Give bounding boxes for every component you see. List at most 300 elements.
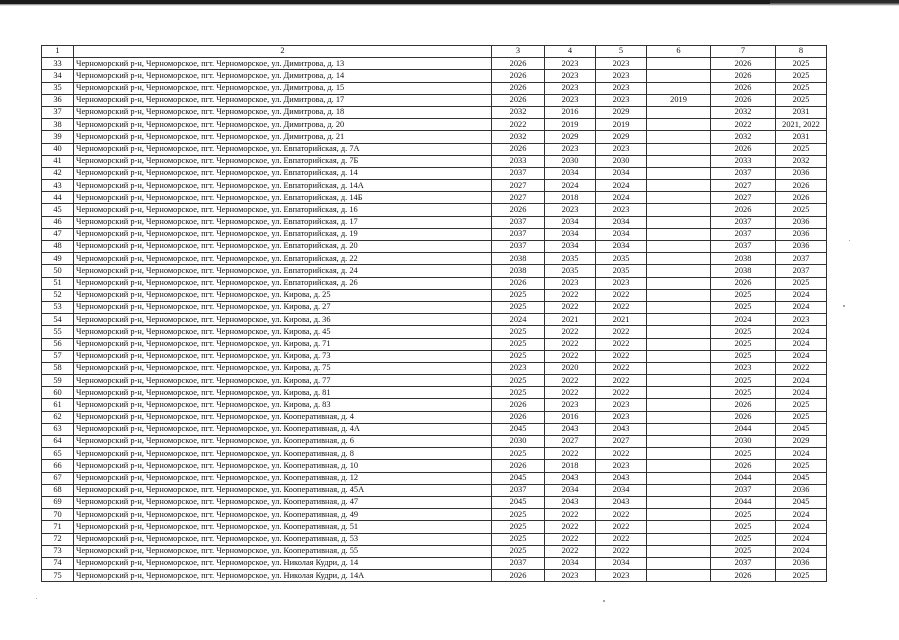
year-cell: 2025 bbox=[711, 350, 776, 362]
year-cell: 2022 bbox=[596, 326, 647, 338]
address-cell: Черноморский р-н, Черноморское, пгт. Черноморское, ул. Димитрова, д. 18 bbox=[74, 106, 492, 118]
year-cell: 2026 bbox=[711, 82, 776, 94]
year-cell: 2024 bbox=[596, 180, 647, 192]
table-row bbox=[42, 253, 827, 265]
year-cell: 2037 bbox=[492, 484, 545, 496]
year-cell bbox=[647, 106, 711, 118]
year-cell: 2024 bbox=[776, 533, 827, 545]
year-cell: 2026 bbox=[711, 570, 776, 582]
year-cell: 2029 bbox=[776, 436, 827, 448]
year-cell: 2033 bbox=[492, 155, 545, 167]
address-cell: Черноморский р-н, Черноморское, пгт. Черноморское, ул. Димитрова, д. 20 bbox=[74, 119, 492, 131]
table-row bbox=[42, 423, 827, 435]
address-cell: Черноморский р-н, Черноморское, пгт. Черноморское, ул. Кирова, д. 25 bbox=[74, 289, 492, 301]
year-cell: 2036 bbox=[776, 216, 827, 228]
year-cell: 2024 bbox=[492, 314, 545, 326]
year-cell: 2023 bbox=[545, 82, 596, 94]
year-cell bbox=[647, 277, 711, 289]
table-row bbox=[42, 521, 827, 533]
year-cell: 2022 bbox=[545, 326, 596, 338]
year-cell: 2024 bbox=[776, 350, 827, 362]
table-body bbox=[42, 46, 827, 582]
year-cell: 2023 bbox=[545, 204, 596, 216]
year-cell: 2025 bbox=[492, 387, 545, 399]
address-cell: Черноморский р-н, Черноморское, пгт. Черноморское, ул. Кирова, д. 27 bbox=[74, 301, 492, 313]
year-cell: 2025 bbox=[776, 399, 827, 411]
year-cell: 2024 bbox=[776, 387, 827, 399]
year-cell: 2029 bbox=[596, 131, 647, 143]
year-cell: 2022 bbox=[545, 350, 596, 362]
table-row bbox=[42, 533, 827, 545]
year-cell: 2044 bbox=[711, 472, 776, 484]
year-cell: 2036 bbox=[776, 557, 827, 569]
year-cell: 2029 bbox=[596, 106, 647, 118]
year-cell: 2026 bbox=[711, 204, 776, 216]
header-cell: 2 bbox=[74, 46, 492, 58]
year-cell bbox=[647, 155, 711, 167]
year-cell: 2031 bbox=[776, 106, 827, 118]
row-number-cell: 46 bbox=[42, 216, 74, 228]
year-cell: 2027 bbox=[711, 180, 776, 192]
year-cell: 2022 bbox=[545, 509, 596, 521]
year-cell: 2038 bbox=[492, 253, 545, 265]
row-number-cell: 44 bbox=[42, 192, 74, 204]
year-cell: 2023 bbox=[492, 362, 545, 374]
header-cell: 5 bbox=[596, 46, 647, 58]
table-row bbox=[42, 570, 827, 582]
year-cell: 2025 bbox=[711, 326, 776, 338]
year-cell bbox=[647, 557, 711, 569]
year-cell: 2023 bbox=[596, 204, 647, 216]
year-cell: 2022 bbox=[545, 533, 596, 545]
table-row bbox=[42, 167, 827, 179]
scan-speck bbox=[36, 598, 37, 599]
year-cell: 2023 bbox=[596, 570, 647, 582]
year-cell: 2034 bbox=[545, 216, 596, 228]
year-cell bbox=[647, 216, 711, 228]
year-cell: 2022 bbox=[545, 387, 596, 399]
address-cell: Черноморский р-н, Черноморское, пгт. Черноморское, ул. Евпаторийская, д. 14А bbox=[74, 180, 492, 192]
year-cell: 2030 bbox=[545, 155, 596, 167]
year-cell: 2034 bbox=[596, 167, 647, 179]
table-row bbox=[42, 277, 827, 289]
address-cell: Черноморский р-н, Черноморское, пгт. Черноморское, ул. Кирова, д. 83 bbox=[74, 399, 492, 411]
year-cell: 2026 bbox=[711, 277, 776, 289]
year-cell: 2026 bbox=[492, 94, 545, 106]
year-cell: 2045 bbox=[492, 472, 545, 484]
year-cell: 2023 bbox=[545, 70, 596, 82]
table-row bbox=[42, 509, 827, 521]
year-cell: 2025 bbox=[776, 460, 827, 472]
year-cell: 2025 bbox=[711, 509, 776, 521]
year-cell bbox=[647, 204, 711, 216]
row-number-cell: 42 bbox=[42, 167, 74, 179]
year-cell: 2025 bbox=[711, 301, 776, 313]
year-cell: 2025 bbox=[711, 533, 776, 545]
year-cell: 2043 bbox=[596, 496, 647, 508]
row-number-cell: 71 bbox=[42, 521, 74, 533]
row-number-cell: 55 bbox=[42, 326, 74, 338]
year-cell: 2022 bbox=[596, 545, 647, 557]
year-cell: 2019 bbox=[647, 94, 711, 106]
year-cell: 2023 bbox=[596, 411, 647, 423]
year-cell: 2034 bbox=[596, 241, 647, 253]
year-cell: 2016 bbox=[545, 106, 596, 118]
year-cell: 2037 bbox=[492, 216, 545, 228]
year-cell: 2024 bbox=[545, 180, 596, 192]
address-cell: Черноморский р-н, Черноморское, пгт. Черноморское, ул. Николая Кудри, д. 14 bbox=[74, 557, 492, 569]
year-cell: 2037 bbox=[711, 228, 776, 240]
year-cell: 2022 bbox=[545, 545, 596, 557]
year-cell: 2025 bbox=[492, 301, 545, 313]
year-cell: 2026 bbox=[492, 204, 545, 216]
year-cell: 2037 bbox=[711, 484, 776, 496]
row-number-cell: 35 bbox=[42, 82, 74, 94]
year-cell bbox=[647, 472, 711, 484]
year-cell: 2026 bbox=[776, 192, 827, 204]
table-row bbox=[42, 119, 827, 131]
table-row bbox=[42, 180, 827, 192]
table-row bbox=[42, 192, 827, 204]
table-row bbox=[42, 265, 827, 277]
year-cell: 2024 bbox=[776, 326, 827, 338]
year-cell: 2034 bbox=[596, 228, 647, 240]
table-row bbox=[42, 387, 827, 399]
year-cell: 2023 bbox=[545, 570, 596, 582]
year-cell: 2021 bbox=[596, 314, 647, 326]
year-cell: 2023 bbox=[776, 314, 827, 326]
table-row bbox=[42, 448, 827, 460]
year-cell: 2024 bbox=[776, 301, 827, 313]
address-cell: Черноморский р-н, Черноморское, пгт. Черноморское, ул. Евпаторийская, д. 19 bbox=[74, 228, 492, 240]
year-cell: 2027 bbox=[545, 436, 596, 448]
row-number-cell: 66 bbox=[42, 460, 74, 472]
year-cell: 2022 bbox=[596, 387, 647, 399]
year-cell: 2022 bbox=[596, 533, 647, 545]
year-cell: 2025 bbox=[776, 58, 827, 70]
year-cell: 2023 bbox=[596, 399, 647, 411]
year-cell: 2022 bbox=[545, 289, 596, 301]
year-cell: 2023 bbox=[545, 143, 596, 155]
year-cell: 2025 bbox=[492, 326, 545, 338]
table-row bbox=[42, 326, 827, 338]
year-cell: 2022 bbox=[596, 362, 647, 374]
year-cell: 2026 bbox=[711, 94, 776, 106]
year-cell bbox=[647, 301, 711, 313]
row-number-cell: 75 bbox=[42, 570, 74, 582]
year-cell: 2020 bbox=[545, 362, 596, 374]
year-cell: 2022 bbox=[596, 350, 647, 362]
year-cell bbox=[647, 228, 711, 240]
table-row bbox=[42, 94, 827, 106]
table-row bbox=[42, 545, 827, 557]
year-cell: 2033 bbox=[711, 155, 776, 167]
year-cell bbox=[647, 399, 711, 411]
address-cell: Черноморский р-н, Черноморское, пгт. Черноморское, ул. Евпаторийская, д. 20 bbox=[74, 241, 492, 253]
year-cell: 2023 bbox=[596, 277, 647, 289]
year-cell bbox=[647, 82, 711, 94]
year-cell: 2037 bbox=[711, 167, 776, 179]
year-cell: 2037 bbox=[711, 557, 776, 569]
table-row bbox=[42, 338, 827, 350]
year-cell bbox=[647, 484, 711, 496]
year-cell: 2026 bbox=[711, 460, 776, 472]
year-cell: 2029 bbox=[545, 131, 596, 143]
year-cell: 2026 bbox=[492, 460, 545, 472]
year-cell: 2032 bbox=[711, 131, 776, 143]
year-cell: 2027 bbox=[492, 180, 545, 192]
row-number-cell: 69 bbox=[42, 496, 74, 508]
address-cell: Черноморский р-н, Черноморское, пгт. Черноморское, ул. Кирова, д. 73 bbox=[74, 350, 492, 362]
row-number-cell: 56 bbox=[42, 338, 74, 350]
table-row bbox=[42, 399, 827, 411]
row-number-cell: 48 bbox=[42, 241, 74, 253]
scan-speck bbox=[603, 600, 605, 602]
year-cell bbox=[647, 570, 711, 582]
year-cell bbox=[647, 338, 711, 350]
address-cell: Черноморский р-н, Черноморское, пгт. Черноморское, ул. Евпаторийская, д. 16 bbox=[74, 204, 492, 216]
address-cell: Черноморский р-н, Черноморское, пгт. Черноморское, ул. Николая Кудри, д. 14А bbox=[74, 570, 492, 582]
address-cell: Черноморский р-н, Черноморское, пгт. Черноморское, ул. Евпаторийская, д. 26 bbox=[74, 277, 492, 289]
row-number-cell: 61 bbox=[42, 399, 74, 411]
year-cell: 2022 bbox=[492, 119, 545, 131]
year-cell: 2025 bbox=[711, 521, 776, 533]
year-cell: 2032 bbox=[492, 131, 545, 143]
year-cell: 2044 bbox=[711, 423, 776, 435]
address-cell: Черноморский р-н, Черноморское, пгт. Черноморское, ул. Кооперативная, д. 47 bbox=[74, 496, 492, 508]
table-row bbox=[42, 436, 827, 448]
table-header-row bbox=[42, 46, 827, 58]
year-cell: 2025 bbox=[711, 387, 776, 399]
address-cell: Черноморский р-н, Черноморское, пгт. Черноморское, ул. Кирова, д. 81 bbox=[74, 387, 492, 399]
year-cell: 2026 bbox=[711, 411, 776, 423]
address-cell: Черноморский р-н, Черноморское, пгт. Черноморское, ул. Кирова, д. 77 bbox=[74, 375, 492, 387]
address-cell: Черноморский р-н, Черноморское, пгт. Черноморское, ул. Евпаторийская, д. 7Б bbox=[74, 155, 492, 167]
year-cell: 2026 bbox=[711, 399, 776, 411]
year-cell: 2023 bbox=[545, 277, 596, 289]
header-cell: 8 bbox=[776, 46, 827, 58]
year-cell: 2022 bbox=[596, 338, 647, 350]
year-cell bbox=[647, 326, 711, 338]
row-number-cell: 68 bbox=[42, 484, 74, 496]
year-cell: 2022 bbox=[776, 362, 827, 374]
year-cell bbox=[647, 265, 711, 277]
year-cell: 2019 bbox=[545, 119, 596, 131]
address-cell: Черноморский р-н, Черноморское, пгт. Черноморское, ул. Димитрова, д. 21 bbox=[74, 131, 492, 143]
table-row bbox=[42, 131, 827, 143]
row-number-cell: 57 bbox=[42, 350, 74, 362]
year-cell: 2032 bbox=[776, 155, 827, 167]
year-cell: 2035 bbox=[596, 253, 647, 265]
row-number-cell: 54 bbox=[42, 314, 74, 326]
address-cell: Черноморский р-н, Черноморское, пгт. Черноморское, ул. Кооперативная, д. 6 bbox=[74, 436, 492, 448]
year-cell: 2025 bbox=[492, 521, 545, 533]
year-cell: 2022 bbox=[545, 375, 596, 387]
year-cell bbox=[647, 533, 711, 545]
table-row bbox=[42, 143, 827, 155]
row-number-cell: 52 bbox=[42, 289, 74, 301]
year-cell: 2037 bbox=[492, 167, 545, 179]
year-cell: 2023 bbox=[545, 58, 596, 70]
row-number-cell: 50 bbox=[42, 265, 74, 277]
row-number-cell: 65 bbox=[42, 448, 74, 460]
row-number-cell: 73 bbox=[42, 545, 74, 557]
year-cell: 2022 bbox=[545, 301, 596, 313]
year-cell: 2025 bbox=[776, 82, 827, 94]
table-row bbox=[42, 460, 827, 472]
year-cell: 2032 bbox=[492, 106, 545, 118]
table-row bbox=[42, 155, 827, 167]
address-cell: Черноморский р-н, Черноморское, пгт. Черноморское, ул. Димитрова, д. 13 bbox=[74, 58, 492, 70]
header-cell: 6 bbox=[647, 46, 711, 58]
year-cell: 2022 bbox=[711, 119, 776, 131]
table-row bbox=[42, 216, 827, 228]
address-cell: Черноморский р-н, Черноморское, пгт. Черноморское, ул. Кирова, д. 36 bbox=[74, 314, 492, 326]
year-cell: 2025 bbox=[776, 204, 827, 216]
row-number-cell: 70 bbox=[42, 509, 74, 521]
year-cell: 2045 bbox=[492, 496, 545, 508]
year-cell: 2021 bbox=[545, 314, 596, 326]
year-cell: 2025 bbox=[711, 289, 776, 301]
header-cell: 1 bbox=[42, 46, 74, 58]
address-cell: Черноморский р-н, Черноморское, пгт. Черноморское, ул. Димитрова, д. 17 bbox=[74, 94, 492, 106]
address-cell: Черноморский р-н, Черноморское, пгт. Черноморское, ул. Евпаторийская, д. 14Б bbox=[74, 192, 492, 204]
year-cell: 2024 bbox=[596, 192, 647, 204]
year-cell: 2025 bbox=[711, 375, 776, 387]
table-row bbox=[42, 350, 827, 362]
year-cell: 2022 bbox=[596, 509, 647, 521]
header-cell: 7 bbox=[711, 46, 776, 58]
year-cell: 2024 bbox=[776, 289, 827, 301]
address-cell: Черноморский р-н, Черноморское, пгт. Черноморское, ул. Кооперативная, д. 10 bbox=[74, 460, 492, 472]
year-cell bbox=[647, 167, 711, 179]
year-cell: 2036 bbox=[776, 228, 827, 240]
year-cell: 2045 bbox=[776, 472, 827, 484]
year-cell: 2026 bbox=[492, 82, 545, 94]
year-cell: 2025 bbox=[711, 545, 776, 557]
year-cell: 2025 bbox=[776, 94, 827, 106]
table-row bbox=[42, 70, 827, 82]
year-cell: 2024 bbox=[776, 338, 827, 350]
year-cell: 2037 bbox=[492, 241, 545, 253]
year-cell: 2022 bbox=[596, 521, 647, 533]
year-cell: 2025 bbox=[711, 338, 776, 350]
year-cell: 2043 bbox=[596, 472, 647, 484]
row-number-cell: 39 bbox=[42, 131, 74, 143]
address-cell: Черноморский р-н, Черноморское, пгт. Черноморское, ул. Димитрова, д. 14 bbox=[74, 70, 492, 82]
year-cell: 2036 bbox=[776, 241, 827, 253]
year-cell: 2022 bbox=[596, 289, 647, 301]
year-cell bbox=[647, 350, 711, 362]
year-cell: 2035 bbox=[596, 265, 647, 277]
scan-top-shadow bbox=[0, 0, 770, 4]
year-cell bbox=[647, 423, 711, 435]
year-cell: 2026 bbox=[492, 570, 545, 582]
year-cell bbox=[647, 545, 711, 557]
year-cell bbox=[647, 436, 711, 448]
row-number-cell: 33 bbox=[42, 58, 74, 70]
row-number-cell: 40 bbox=[42, 143, 74, 155]
year-cell: 2022 bbox=[596, 375, 647, 387]
year-cell: 2019 bbox=[596, 119, 647, 131]
address-cell: Черноморский р-н, Черноморское, пгт. Черноморское, ул. Димитрова, д. 15 bbox=[74, 82, 492, 94]
table-row bbox=[42, 496, 827, 508]
address-cell: Черноморский р-н, Черноморское, пгт. Черноморское, ул. Кооперативная, д. 49 bbox=[74, 509, 492, 521]
year-cell: 2022 bbox=[545, 521, 596, 533]
address-cell: Черноморский р-н, Черноморское, пгт. Черноморское, ул. Евпаторийская, д. 22 bbox=[74, 253, 492, 265]
year-cell: 2023 bbox=[596, 58, 647, 70]
year-cell: 2034 bbox=[545, 228, 596, 240]
row-number-cell: 49 bbox=[42, 253, 74, 265]
year-cell: 2027 bbox=[711, 192, 776, 204]
year-cell: 2026 bbox=[711, 70, 776, 82]
year-cell: 2043 bbox=[545, 423, 596, 435]
table-row bbox=[42, 472, 827, 484]
row-number-cell: 64 bbox=[42, 436, 74, 448]
table-row bbox=[42, 411, 827, 423]
year-cell: 2025 bbox=[776, 70, 827, 82]
row-number-cell: 63 bbox=[42, 423, 74, 435]
year-cell: 2023 bbox=[596, 82, 647, 94]
table-row bbox=[42, 289, 827, 301]
table-row bbox=[42, 314, 827, 326]
year-cell: 2022 bbox=[596, 301, 647, 313]
year-cell: 2036 bbox=[776, 167, 827, 179]
year-cell: 2018 bbox=[545, 192, 596, 204]
row-number-cell: 45 bbox=[42, 204, 74, 216]
year-cell: 2035 bbox=[545, 265, 596, 277]
year-cell: 2034 bbox=[596, 216, 647, 228]
year-cell: 2025 bbox=[776, 570, 827, 582]
year-cell: 2025 bbox=[711, 448, 776, 460]
year-cell: 2023 bbox=[545, 399, 596, 411]
row-number-cell: 59 bbox=[42, 375, 74, 387]
table-row bbox=[42, 557, 827, 569]
table-row bbox=[42, 375, 827, 387]
year-cell: 2037 bbox=[776, 265, 827, 277]
year-cell: 2025 bbox=[492, 533, 545, 545]
year-cell bbox=[647, 58, 711, 70]
year-cell bbox=[647, 509, 711, 521]
scan-speck bbox=[843, 305, 845, 307]
year-cell: 2023 bbox=[545, 94, 596, 106]
row-number-cell: 34 bbox=[42, 70, 74, 82]
year-cell bbox=[647, 411, 711, 423]
address-cell: Черноморский р-н, Черноморское, пгт. Черноморское, ул. Кооперативная, д. 51 bbox=[74, 521, 492, 533]
year-cell: 2026 bbox=[711, 143, 776, 155]
year-cell bbox=[647, 314, 711, 326]
year-cell: 2026 bbox=[492, 143, 545, 155]
year-cell: 2022 bbox=[545, 338, 596, 350]
year-cell bbox=[647, 387, 711, 399]
table-row bbox=[42, 228, 827, 240]
table-row bbox=[42, 301, 827, 313]
year-cell bbox=[647, 521, 711, 533]
row-number-cell: 74 bbox=[42, 557, 74, 569]
year-cell: 2030 bbox=[596, 155, 647, 167]
year-cell: 2025 bbox=[492, 509, 545, 521]
year-cell: 2026 bbox=[492, 399, 545, 411]
year-cell bbox=[647, 192, 711, 204]
address-cell: Черноморский р-н, Черноморское, пгт. Черноморское, ул. Кирова, д. 71 bbox=[74, 338, 492, 350]
year-cell: 2043 bbox=[545, 472, 596, 484]
year-cell: 2034 bbox=[545, 241, 596, 253]
year-cell: 2025 bbox=[776, 143, 827, 155]
year-cell: 2043 bbox=[545, 496, 596, 508]
address-cell: Черноморский р-н, Черноморское, пгт. Черноморское, ул. Кооперативная, д. 45А bbox=[74, 484, 492, 496]
year-cell: 2021, 2022 bbox=[776, 119, 827, 131]
year-cell: 2023 bbox=[596, 460, 647, 472]
